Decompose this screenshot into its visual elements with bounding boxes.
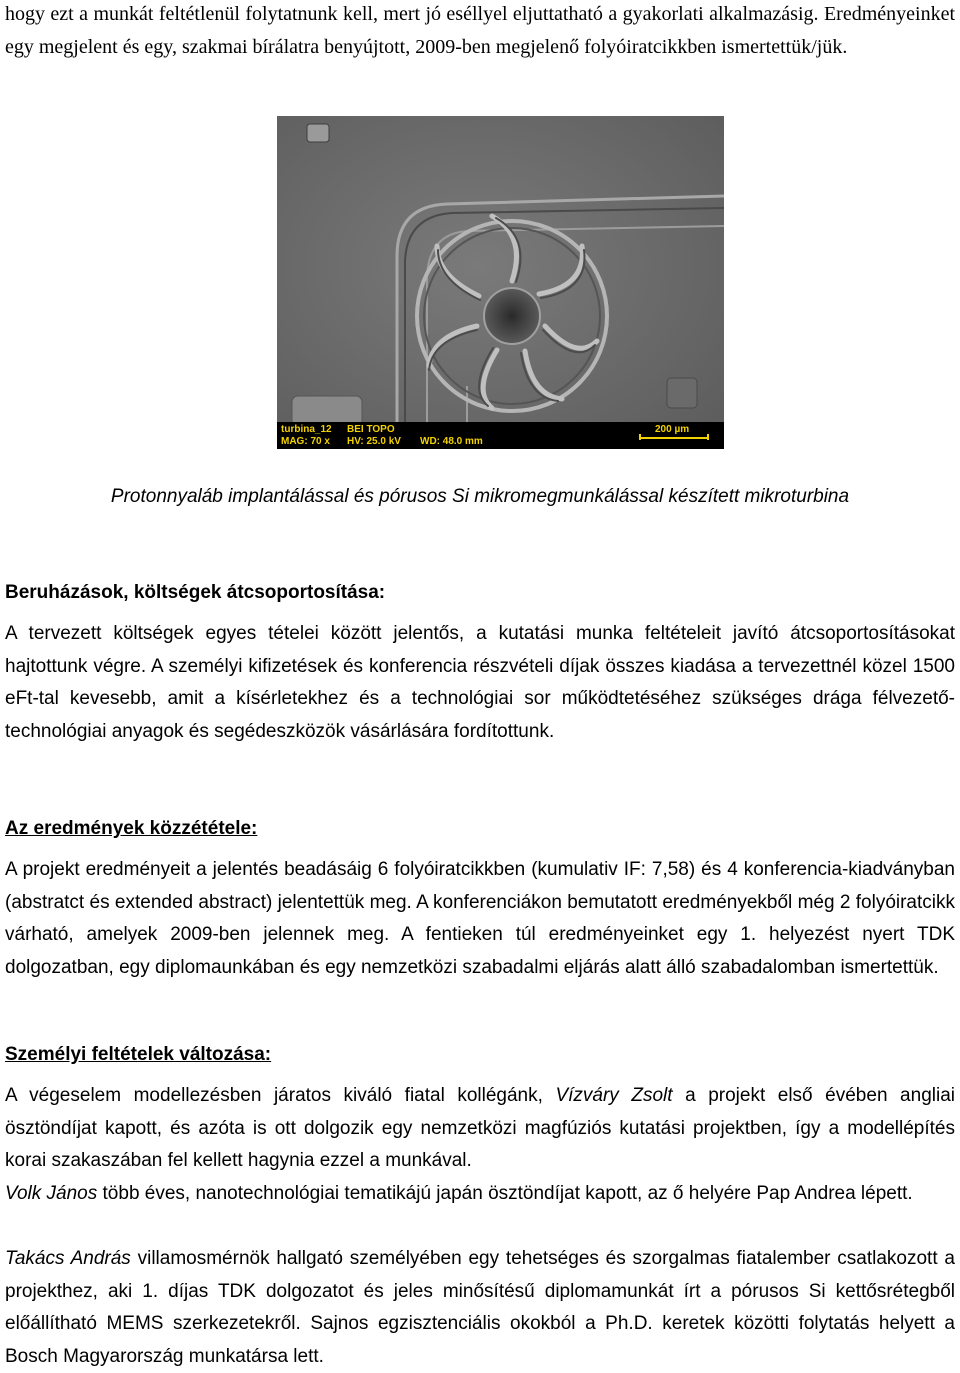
microturbine-illustration <box>277 116 724 449</box>
personnel-p2-post: több éves, nanotechnológiai tematikájú japán ösztöndíjat kapott, az ő helyére Pap Andrea lépett. <box>97 1183 913 1204</box>
sem-databar <box>277 422 724 449</box>
sem-name: turbina_12 <box>281 424 332 435</box>
personnel-p1-pre: A végeselem modellezésben járatos kiváló fiatal kollégánk, <box>5 1085 556 1106</box>
personnel-paragraph-1 <box>5 1080 955 1178</box>
sem-detector: BEI TOPO <box>347 424 395 435</box>
sem-scale-label: 200 µm <box>655 424 690 435</box>
sem-scale-bar <box>639 437 709 439</box>
figure-caption: Protonnyaláb implantálással és pórusos Si mikromegmunkálással készített mikroturbina <box>110 486 850 507</box>
personnel-p1-name: Vízváry Zsolt <box>555 1085 673 1106</box>
costs-heading: Beruházások, költségek átcsoportosítása: <box>5 582 386 603</box>
sem-scale-tick-right <box>707 434 709 440</box>
personnel-p2-name: Volk János <box>5 1183 98 1204</box>
sem-wd: WD: 48.0 mm <box>420 436 483 447</box>
personnel-paragraph-2 <box>5 1178 955 1211</box>
personnel-p3-post: villamosmérnök hallgató személyében egy tehetséges és szorgalmas fiatalember csatlakozott a projekthez, aki 1. díjas TDK dolgozatot és jeles minősítésű diplomamunkát írt a pórusos Si kettősrétegből előállítható MEMS szerkezetekről. Sajnos egzisztenciális okokból a Ph.D. keretek közötti folytatás helyett a Bosch Magyarország munkatársa lett. <box>5 1248 955 1367</box>
sem-mag: MAG: 70 x <box>281 436 330 447</box>
personnel-heading: Személyi feltételek változása: <box>5 1044 272 1065</box>
sem-hv: HV: 25.0 kV <box>347 436 401 447</box>
costs-paragraph: A tervezett költségek egyes tételei között jelentős, a kutatási munka feltételeit javító átcsoportosításokat hajtottunk végre. A személyi kifizetések és konferencia részvételi díjak összes kiadása a tervezettnél közel 1500 eFt-tal kevesebb, amit a kísérletekhez és a technológiai sor működtetéséhez szükséges drága félvezető-technológiai anyagok és segédeszközök vásárlására fordítottunk. <box>5 623 955 742</box>
publication-paragraph: A projekt eredményeit a jelentés beadásáig 6 folyóiratcikkben (kumulativ IF: 7,58) és 4 konferencia-kiadványban (abstratct és extended abstract) jelentettük meg. A konferenciákon bemutatott eredményekből még 2 folyóiratcikk várható, amelyek 2009-ben jelennek meg. A fentieken túl eredményeinket egy 1. helyezést nyert TDK dolgozatban, egy diplomaunkában és egy nemzetközi szabadalmi eljárás alatt álló szabadalomban ismertettük. <box>5 859 955 978</box>
sem-scale-tick-left <box>639 434 641 440</box>
personnel-paragraph-3 <box>5 1243 955 1373</box>
publication-heading: Az eredmények közzététele: <box>5 818 258 839</box>
personnel-p1-post: a projekt első évében angliai ösztöndíjat kapott, és azóta is ott dolgozik egy nemzetközi magfúziós kutatási projektben, így a modellépítés korai szakaszában fel kellett hagynia ezzel a munkával. <box>5 1085 955 1171</box>
microturbine-sem-image <box>277 116 724 449</box>
personnel-p3-name: Takács András <box>5 1248 131 1269</box>
intro-paragraph: hogy ezt a munkát feltétlenül folytatnunk kell, mert jó eséllyel eljuttatható a gyakorlati alkalmazásig. Eredményeinket egy megjelent és egy, szakmai bírálatra benyújtott, 2009-ben megjelenő folyóiratcikkben ismertettük/jük. <box>5 3 955 58</box>
